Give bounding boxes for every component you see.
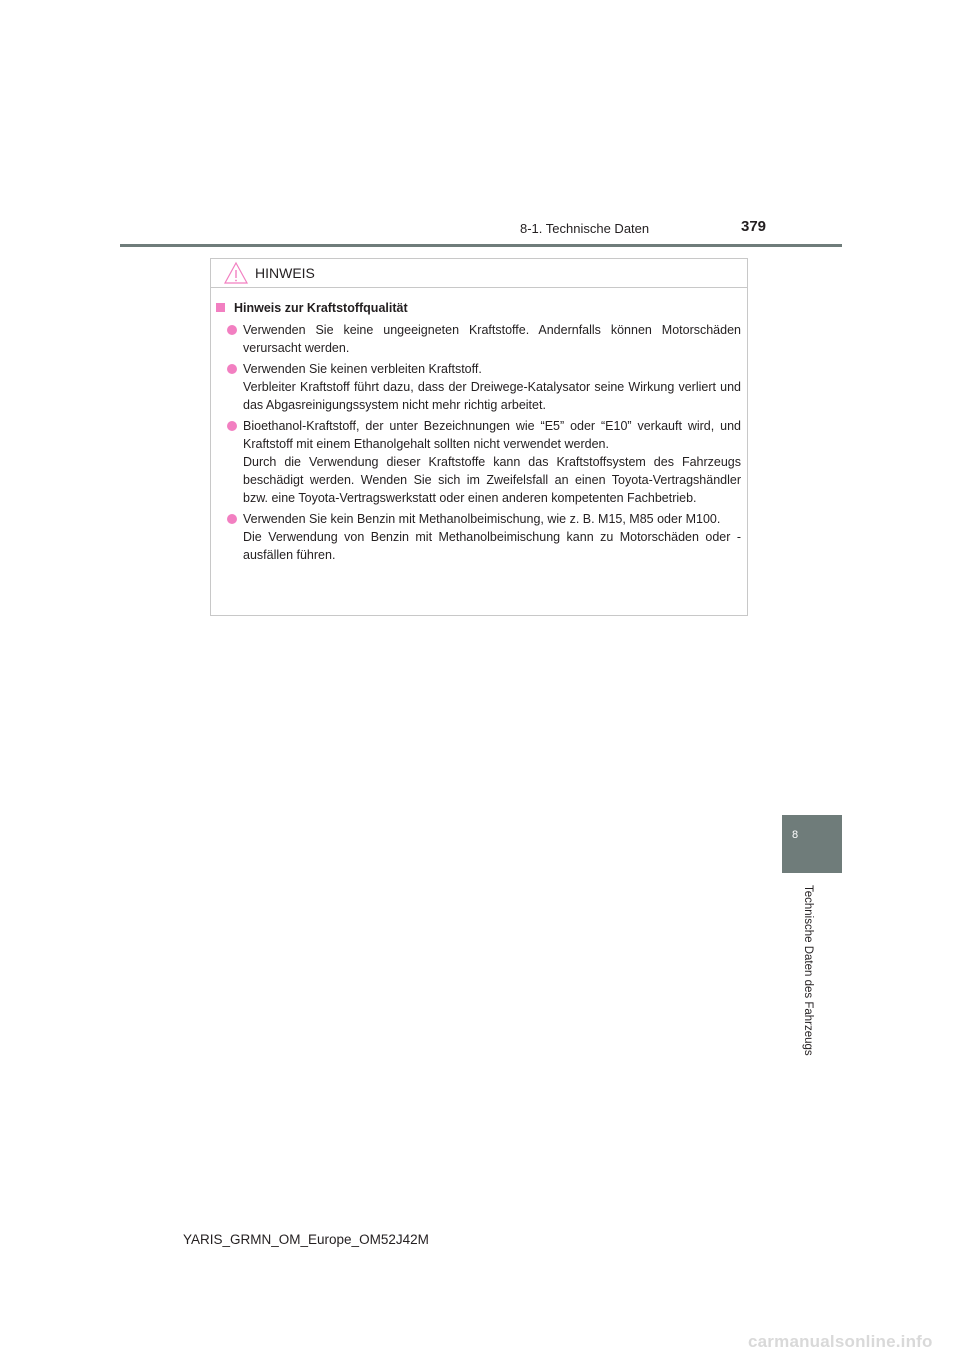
- bullet-item: [243, 417, 741, 507]
- round-bullet-icon: [227, 514, 237, 524]
- chapter-tab[interactable]: [782, 815, 842, 873]
- bullet-text: Verwenden Sie kein Benzin mit Methanolbeimischung, wie z. B. M15, M85 oder M100.: [243, 512, 721, 526]
- bullet-text: Verwenden Sie keinen verbleiten Kraftstoff.: [243, 362, 482, 376]
- bullet-item: [243, 360, 741, 414]
- round-bullet-icon: [227, 325, 237, 335]
- section-title: 8-1. Technische Daten: [520, 221, 650, 236]
- chapter-number: 8: [792, 829, 799, 841]
- bullet-text: Bioethanol-Kraftstoff, der unter Bezeichnungen wie “E5” oder “E10” verkauft wird, und Kraftstoff mit einem Ethanolgehalt sollten nicht verwendet werden.: [243, 419, 741, 451]
- round-bullet-icon: [227, 364, 237, 374]
- chapter-label: Technische Daten des Fahrzeugs: [802, 885, 814, 1056]
- header-rule: [120, 244, 842, 247]
- notice-body: [211, 299, 747, 567]
- notice-heading: [216, 299, 747, 317]
- notice-title: HINWEIS: [255, 265, 315, 281]
- square-bullet-icon: [216, 303, 225, 312]
- page-number: 379: [741, 218, 767, 235]
- notice-box: [210, 258, 748, 616]
- heading-text: Hinweis zur Kraftstoffqualität: [234, 301, 408, 315]
- bullet-item: [243, 321, 741, 357]
- round-bullet-icon: [227, 421, 237, 431]
- footer-doc-code: YARIS_GRMN_OM_Europe_OM52J42M: [183, 1232, 429, 1247]
- warning-triangle-icon: [223, 261, 249, 285]
- bullet-text: Durch die Verwendung dieser Kraftstoffe kann das Kraftstoffsystem des Fahrzeugs beschädigt werden. Wenden Sie sich im Zweifelsfall an einen Toyota-Vertragshändler bzw. eine Toyota-Vertragswerkstatt oder einen anderen kompetenten Fachbetrieb.: [243, 455, 741, 505]
- bullet-text: Verbleiter Kraftstoff führt dazu, dass der Dreiwege-Katalysator seine Wirkung verliert und das Abgasreinigungssystem nicht mehr richtig arbeitet.: [243, 380, 741, 412]
- notice-header: [211, 259, 747, 288]
- watermark: carmanualsonline.info: [748, 1332, 933, 1351]
- bullet-item: [243, 510, 741, 564]
- bullet-text: Verwenden Sie keine ungeeigneten Kraftstoffe. Andernfalls können Motorschäden verursacht werden.: [243, 323, 741, 355]
- bullet-text: Die Verwendung von Benzin mit Methanolbeimischung kann zu Motorschäden oder -ausfällen führen.: [243, 530, 741, 562]
